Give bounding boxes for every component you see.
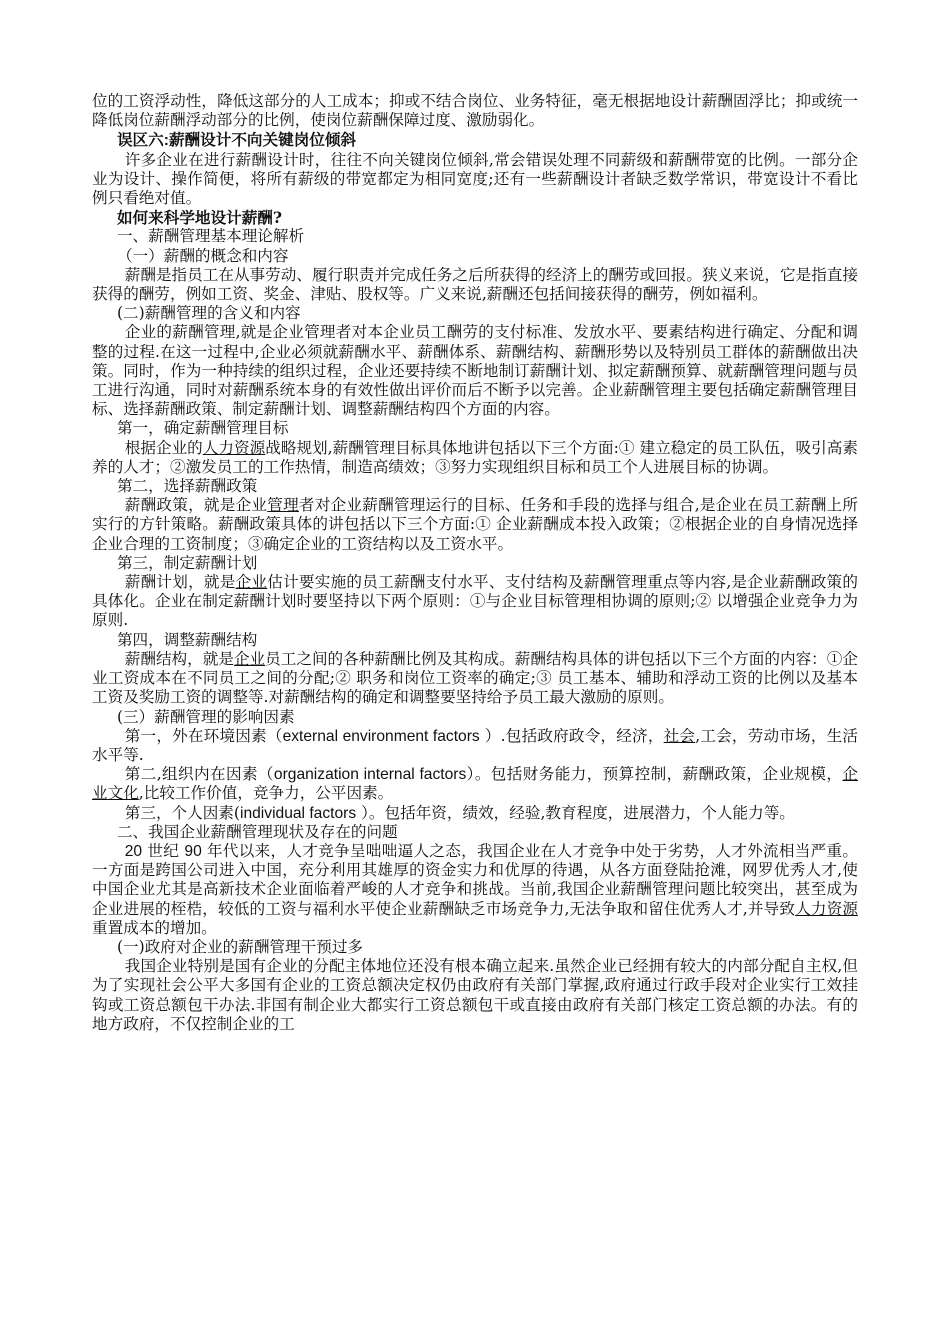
body-paragraph: [92, 765, 858, 803]
text-run: 员工之间的各种薪酬比例及其构成。薪酬结构具体的讲包括以下三个方面的内容：①企业工资成本在不同员工之间的分配;② 职务和岗位工资率的确定;③ 员工基本、辅助和浮动工资的比例以及基本工资及奖励工资的调整等.对薪酬结构的确定和调整要坚持给予员工最大激励的原则。: [92, 649, 858, 707]
text-run: 企业的薪酬管理,就是企业管理者对本企业员工酬劳的支付标准、发放水平、要素结构进行确定、分配和调整的过程.在这一过程中,企业必须就薪酬水平、薪酬体系、薪酬结构、薪酬形势以及特别员工群体的薪酬做出决策。同时，作为一种持续的组织过程，企业还要持续不断地制订薪酬计划、拟定薪酬预算、就薪酬管理问题与员工进行沟通，同时对薪酬系统本身的有效性做出评价而后不断予以完善。企业薪酬管理主要包括确定薪酬管理目标、选择薪酬政策、制定薪酬计划、调整薪酬结构四个方面的内容。: [92, 323, 858, 419]
body-paragraph: [92, 957, 858, 1034]
text-run: 重置成本的增加。: [92, 918, 217, 937]
body-paragraph: [92, 323, 858, 419]
latin-text: individual factors: [240, 804, 357, 822]
text-run: 者对企业薪酬管理运行的目标、任务和手段的选择与组合,是企业在员工薪酬上所实行的方针策略。薪酬政策具体的讲包括以下三个方面:① 企业薪酬成本投入政策；②根据企业的自身情况选择企业合理的工资制度；③确定企业的工资结构以及工资水平。: [92, 496, 858, 553]
section-heading: [92, 708, 858, 727]
section-heading: [92, 419, 858, 438]
inline-link[interactable]: 企业: [235, 573, 268, 592]
text-run: 许多企业在进行薪酬设计时，往往不向关键岗位倾斜,常会错误处理不同薪级和薪酬带宽的比例。一部分企业为设计、操作简便，将所有薪级的带宽都定为相同宽度;还有一些薪酬设计者缺乏数学常识，带宽设计不看比例只看绝对值。: [92, 150, 858, 208]
section-heading: [92, 477, 858, 496]
body-paragraph: [92, 804, 858, 823]
text-run: 第三，个人因素(: [124, 803, 240, 822]
text-run: 第一，外在环境因素（: [124, 726, 283, 745]
section-heading: [92, 938, 858, 957]
section-heading: [92, 227, 858, 246]
inline-link[interactable]: 企业文化: [92, 765, 858, 803]
body-paragraph: [92, 151, 858, 209]
body-paragraph: [92, 266, 858, 304]
text-run: ）。包括年资，绩效，经验,教育程度，进展潜力，个人能力等。: [356, 803, 795, 822]
text-run: (三）薪酬管理的影响因素: [116, 707, 295, 726]
body-paragraph: [92, 496, 858, 554]
body-paragraph: [92, 727, 858, 765]
text-run: 一、薪酬管理基本理论解析: [116, 227, 305, 246]
latin-text: organization internal factors: [273, 766, 467, 784]
section-heading: [92, 130, 858, 150]
text-run: 第二，选择薪酬政策: [116, 477, 258, 496]
text-run: 第二,组织内在因素（: [124, 765, 274, 784]
text-run: ,工会，劳动市场，生活水平等.: [92, 726, 858, 764]
text-run: 如何来科学地设计薪酬?: [116, 208, 283, 228]
inline-link[interactable]: 人力资源: [795, 899, 858, 918]
text-run: ,比较工作价值，竞争力，公平因素。: [138, 784, 394, 803]
text-run: 薪酬结构，就是: [124, 649, 234, 668]
body-paragraph: [92, 92, 858, 130]
text-run: 估计要实施的员工薪酬支付水平、支付结构及薪酬管理重点等内容,是企业薪酬政策的具体化。企业在制定薪酬计划时要坚持以下两个原则：①与企业目标管理相协调的原则;② 以增强企业竞争力为原则.: [92, 573, 858, 630]
text-run: (一)政府对企业的薪酬管理干预过多: [116, 937, 364, 956]
section-heading: [92, 304, 858, 323]
text-run: 世纪: [142, 841, 185, 860]
section-heading: [92, 247, 858, 266]
latin-text: :: [163, 132, 169, 150]
inline-link[interactable]: 管理: [267, 496, 299, 515]
section-heading: [92, 554, 858, 573]
document-page: [92, 92, 858, 1034]
text-run: 根据企业的: [124, 438, 203, 457]
text-run: (二)薪酬管理的含义和内容: [116, 304, 301, 323]
latin-text: 90: [184, 842, 202, 860]
text-run: 薪酬设计不向关键岗位倾斜: [168, 130, 357, 150]
inline-link[interactable]: 企业: [233, 649, 266, 668]
text-run: 战略规划,薪酬管理目标具体地讲包括以下三个方面:① 建立稳定的员工队伍，吸引高素养的人才；②激发员工的工作热情，制造高绩效；③努力实现组织目标和员工个人进展目标的协调。: [92, 438, 858, 476]
text-run: ）。包括财务能力，预算控制，薪酬政策，企业规模，: [466, 765, 843, 784]
section-heading: [92, 208, 858, 227]
body-paragraph: [92, 842, 858, 938]
text-run: 位的工资浮动性，降低这部分的人工成本；抑或不结合岗位、业务特征，毫无根据地设计薪酬固浮比；抑或统一降低岗位薪酬浮动部分的比例，使岗位薪酬保障过度、激励弱化。: [92, 92, 858, 130]
text-run: 薪酬计划，就是: [124, 573, 236, 592]
section-heading: [92, 823, 858, 842]
latin-text: 20: [124, 842, 143, 860]
body-paragraph: [92, 573, 858, 631]
text-run: 第三，制定薪酬计划: [116, 553, 258, 572]
text-run: 第一，确定薪酬管理目标: [116, 419, 289, 438]
text-run: 年代以来，人才竞争呈咄咄逼人之态，我国企业在人才竞争中处于劣势，人才外流相当严重。一方面是跨国公司进入中国，充分利用其雄厚的资金实力和优厚的待遇，从各方面登陆抢滩，网罗优秀人才,使中国企业尤其是高新技术企业面临着严峻的人才竞争和挑战。当前,我国企业薪酬管理问题比较突出，甚至成为企业进展的桎梏，较低的工资与福利水平使企业薪酬缺乏市场竞争力,无法争取和留住优秀人才,并导致: [92, 841, 858, 918]
text-run: 薪酬是指员工在从事劳动、履行职责并完成任务之后所获得的经济上的酬劳或回报。狭义来说，它是指直接获得的酬劳，例如工资、奖金、津贴、股权等。广义来说,薪酬还包括间接获得的酬劳，例如福利。: [92, 265, 858, 304]
text-run: 误区六: [116, 130, 164, 150]
inline-link[interactable]: 社会: [663, 726, 696, 745]
text-run: 我国企业特别是国有企业的分配主体地位还没有根本确立起来.虽然企业已经拥有较大的内部分配自主权,但为了实现社会公平大多国有企业的工资总额决定权仍由政府有关部门掌握,政府通过行政手段对企业实行工效挂钩或工资总额包干办法.非国有制企业大都实行工资总额包干或直接由政府有关部门核定工资总额的办法。有的地方政府，不仅控制企业的工: [92, 957, 858, 1033]
text-run: （一）薪酬的概念和内容: [116, 246, 289, 265]
text-run: 第四，调整薪酬结构: [116, 630, 258, 649]
body-paragraph: [92, 650, 858, 708]
text-run: ）.包括政府政令，经济，: [479, 726, 664, 745]
inline-link[interactable]: 人力资源: [202, 438, 266, 457]
section-heading: [92, 631, 858, 650]
text-run: 二、我国企业薪酬管理现状及存在的问题: [116, 822, 398, 841]
latin-text: external environment factors: [282, 727, 480, 745]
text-run: 薪酬政策，就是企业: [124, 496, 268, 515]
body-paragraph: [92, 439, 858, 477]
